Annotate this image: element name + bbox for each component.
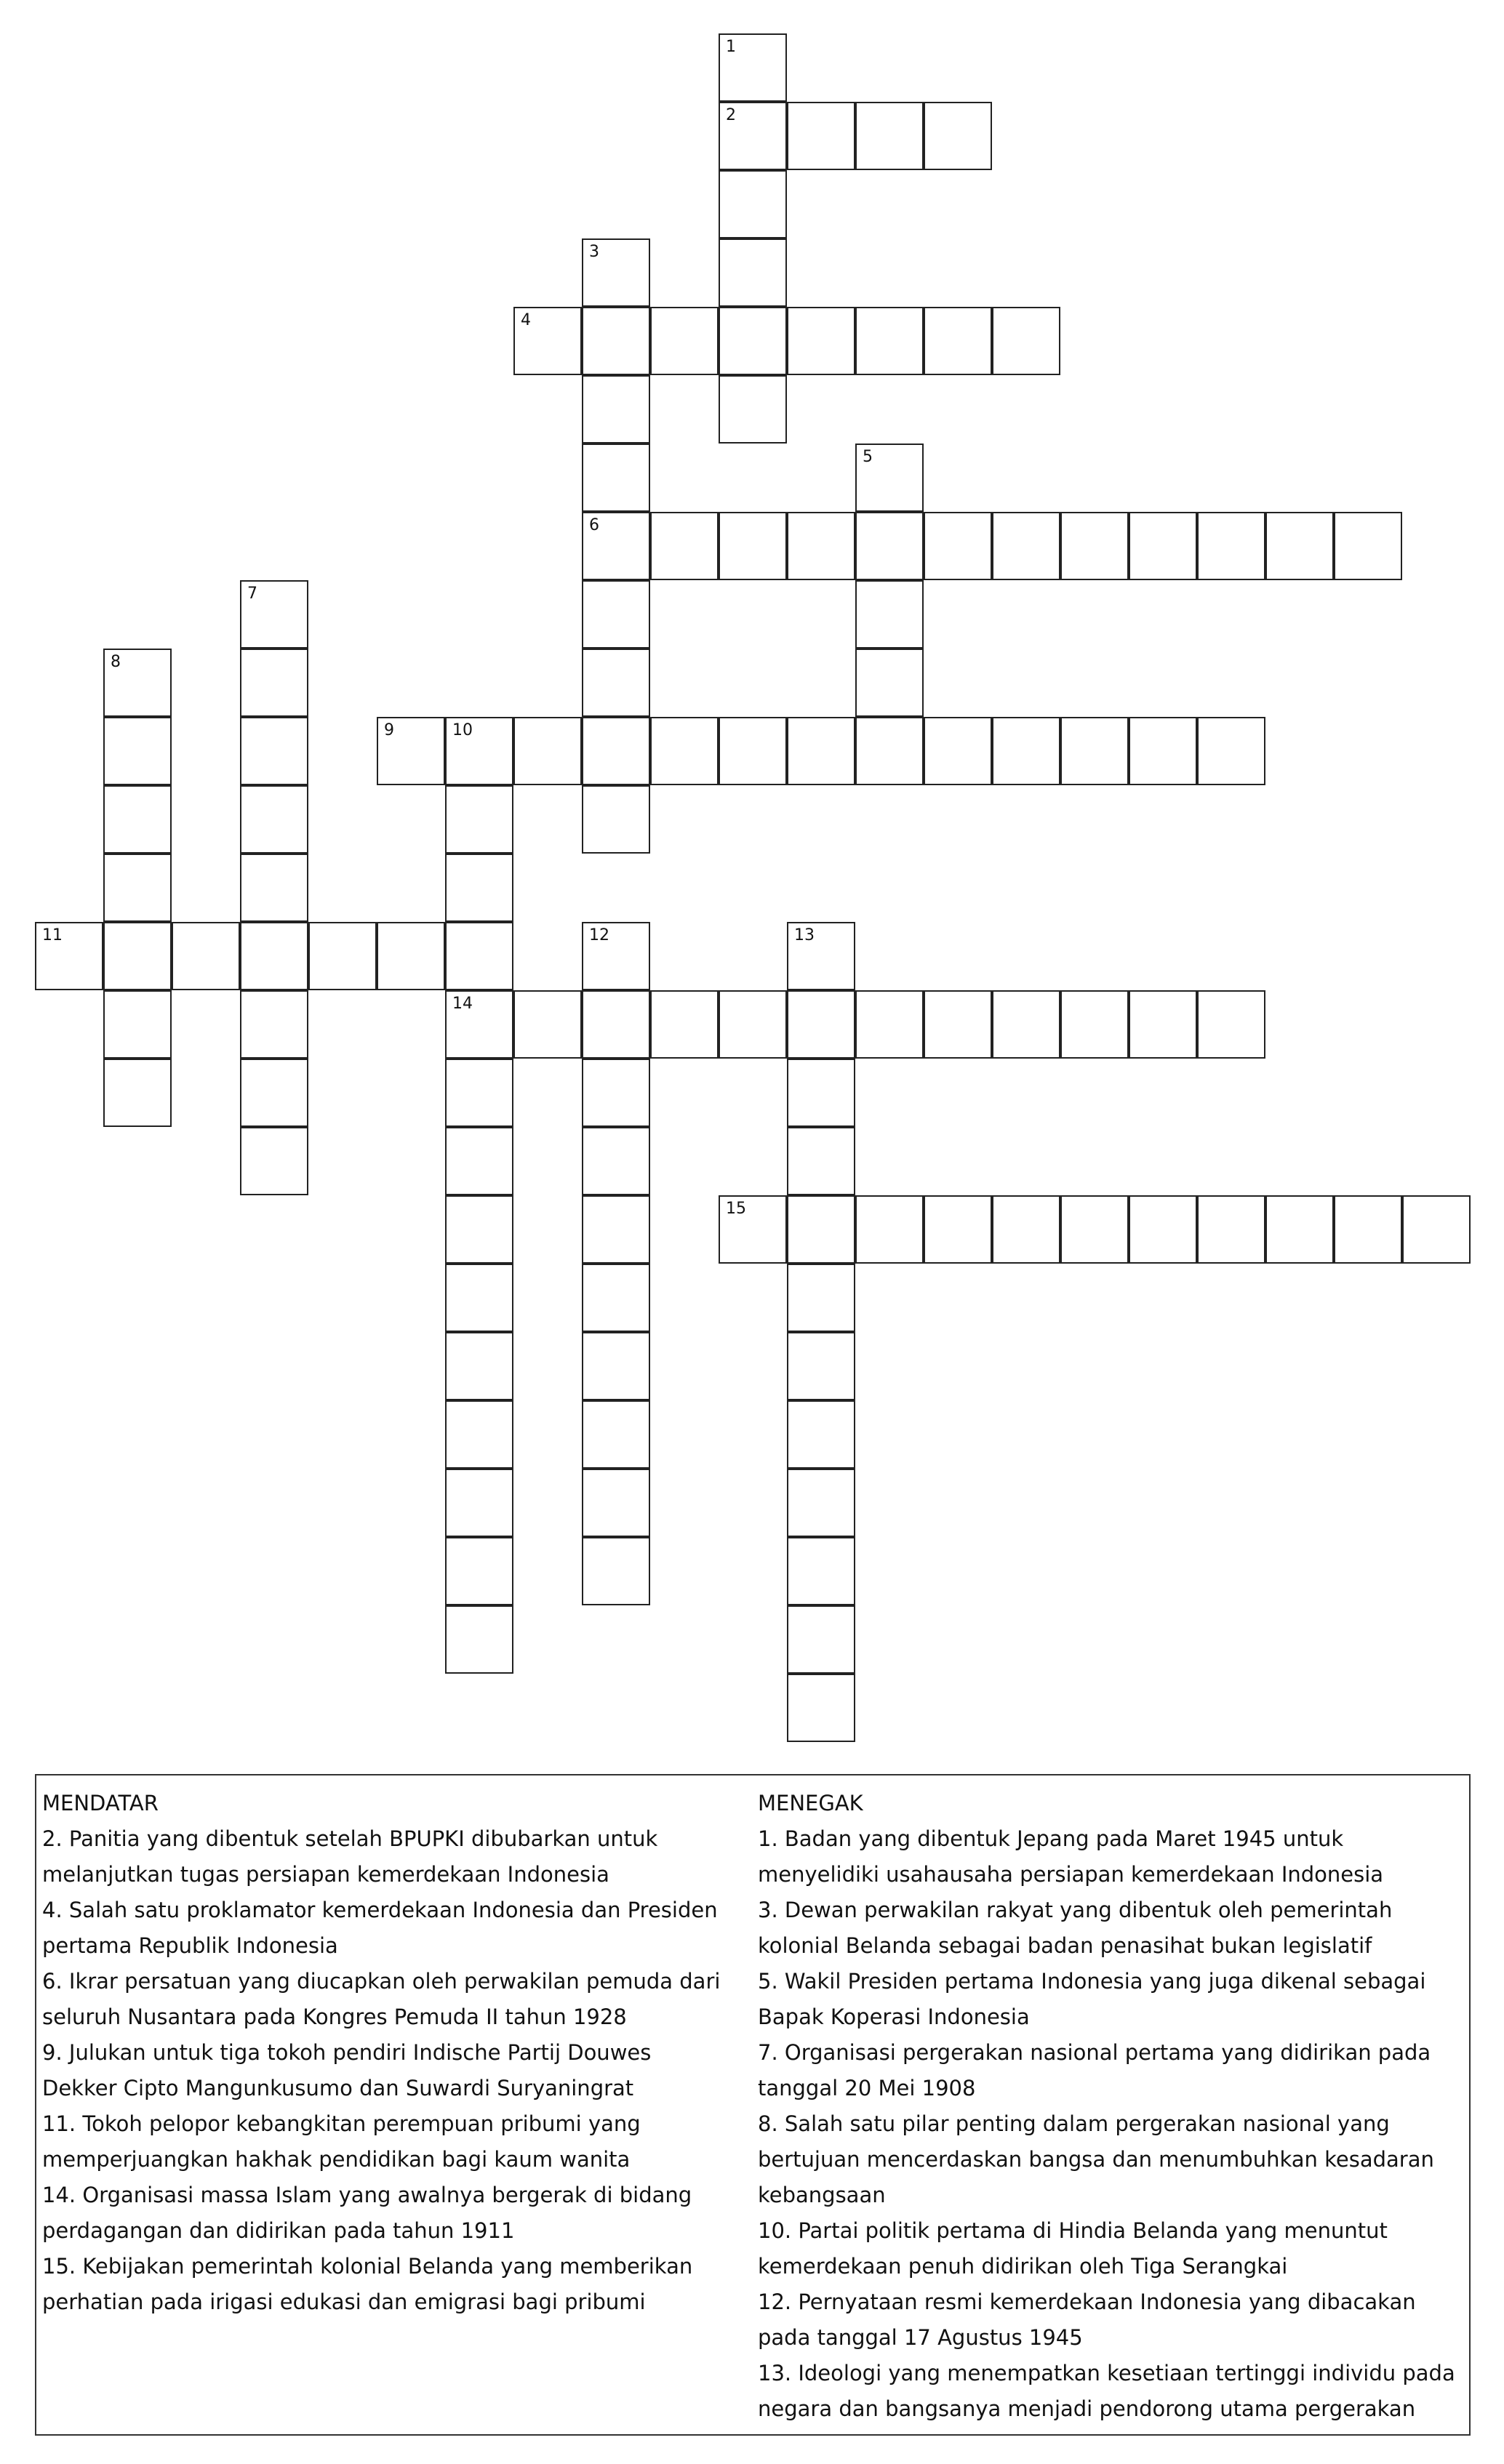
down-heading: MENEGAK bbox=[758, 1791, 863, 1815]
crossword-cell[interactable] bbox=[582, 1400, 650, 1469]
crossword-cell[interactable] bbox=[719, 990, 787, 1059]
clue-number: 5 bbox=[863, 448, 873, 466]
crossword-cell[interactable] bbox=[445, 785, 513, 854]
crossword-cell[interactable] bbox=[240, 990, 308, 1059]
down-clue-3: 3. Dewan perwakilan rakyat yang dibentuk oleh pemerintah kolonial Belanda sebagai badan penasihat bukan legislatif bbox=[758, 1898, 1393, 1958]
crossword-cell[interactable] bbox=[445, 1332, 513, 1400]
crossword-cell[interactable] bbox=[1197, 1195, 1265, 1264]
crossword-cell[interactable] bbox=[787, 717, 855, 785]
crossword-cell[interactable] bbox=[240, 649, 308, 717]
clue-number: 14 bbox=[452, 995, 473, 1013]
across-clue-2: 2. Panitia yang dibentuk setelah BPUPKI dibubarkan untuk melanjutkan tugas persiapan kemerdekaan Indonesia bbox=[42, 1826, 658, 1887]
crossword-cell[interactable] bbox=[103, 785, 172, 854]
crossword-cell[interactable] bbox=[582, 444, 650, 512]
across-heading: MENDATAR bbox=[42, 1791, 159, 1815]
crossword-cell[interactable] bbox=[787, 1059, 855, 1127]
down-clue-13: 13. Ideologi yang menempatkan kesetiaan tertinggi individu pada negara dan bangsanya menjadi pendorong utama pergerakan bbox=[758, 2361, 1455, 2421]
crossword-cell[interactable] bbox=[992, 990, 1060, 1059]
crossword-cell[interactable] bbox=[103, 990, 172, 1059]
crossword-cell[interactable] bbox=[582, 922, 650, 990]
crossword-cell[interactable] bbox=[1265, 1195, 1334, 1264]
crossword-cell[interactable] bbox=[240, 785, 308, 854]
across-clue-4: 4. Salah satu proklamator kemerdekaan Indonesia dan Presiden pertama Republik Indonesia bbox=[42, 1898, 718, 1958]
crossword-cell[interactable] bbox=[1197, 512, 1265, 580]
clue-number: 8 bbox=[111, 653, 121, 671]
crossword-cell[interactable] bbox=[719, 170, 787, 238]
crossword-cell[interactable] bbox=[650, 717, 719, 785]
clue-number: 9 bbox=[384, 721, 394, 739]
crossword-cell[interactable] bbox=[855, 307, 924, 375]
crossword-cell[interactable] bbox=[855, 649, 924, 717]
crossword-cell[interactable] bbox=[787, 1195, 855, 1264]
crossword-cell[interactable] bbox=[582, 1332, 650, 1400]
crossword-cell[interactable] bbox=[445, 1469, 513, 1537]
crossword-cell[interactable] bbox=[719, 1195, 787, 1264]
crossword-cell[interactable] bbox=[924, 102, 992, 170]
clue-number: 10 bbox=[452, 721, 473, 739]
crossword-cell[interactable] bbox=[445, 1264, 513, 1332]
crossword-cell[interactable] bbox=[787, 990, 855, 1059]
crossword-cell[interactable] bbox=[787, 1605, 855, 1674]
crossword-cell[interactable] bbox=[172, 922, 240, 990]
crossword-cell[interactable] bbox=[1197, 990, 1265, 1059]
across-clue-11: 11. Tokoh pelopor kebangkitan perempuan pribumi yang memperjuangkan hakhak pendidikan bagi kaum wanita bbox=[42, 2111, 641, 2172]
crossword-cell[interactable] bbox=[582, 307, 650, 375]
crossword-cell[interactable] bbox=[582, 1195, 650, 1264]
crossword-cell[interactable] bbox=[719, 375, 787, 444]
crossword-cell[interactable] bbox=[855, 717, 924, 785]
crossword-cell[interactable] bbox=[377, 922, 445, 990]
crossword-cell[interactable] bbox=[240, 1127, 308, 1195]
crossword-cell[interactable] bbox=[787, 512, 855, 580]
down-clue-7: 7. Organisasi pergerakan nasional pertama yang didirikan pada tanggal 20 Mei 1908 bbox=[758, 2040, 1431, 2100]
down-clue-12: 12. Pernyataan resmi kemerdekaan Indonesia yang dibacakan pada tanggal 17 Agustus 1945 bbox=[758, 2290, 1416, 2350]
crossword-cell[interactable] bbox=[103, 649, 172, 717]
down-clue-10: 10. Partai politik pertama di Hindia Belanda yang menuntut kemerdekaan penuh didirikan oleh Tiga Serangkai bbox=[758, 2218, 1388, 2279]
crossword-cell[interactable] bbox=[650, 990, 719, 1059]
crossword-cell[interactable] bbox=[582, 580, 650, 649]
crossword-cell[interactable] bbox=[787, 1264, 855, 1332]
crossword-cell[interactable] bbox=[924, 717, 992, 785]
crossword-cell[interactable] bbox=[924, 1195, 992, 1264]
crossword-cell[interactable] bbox=[1060, 1195, 1129, 1264]
crossword-cell[interactable] bbox=[103, 922, 172, 990]
crossword-cell[interactable] bbox=[582, 1537, 650, 1605]
clue-number: 6 bbox=[589, 516, 599, 534]
crossword-cell[interactable] bbox=[855, 512, 924, 580]
crossword-cell[interactable] bbox=[445, 990, 513, 1059]
crossword-cell[interactable] bbox=[992, 512, 1060, 580]
crossword-cell[interactable] bbox=[582, 1127, 650, 1195]
crossword-cell[interactable] bbox=[240, 922, 308, 990]
crossword-cell[interactable] bbox=[1129, 717, 1197, 785]
crossword-cell[interactable] bbox=[1129, 990, 1197, 1059]
crossword-cell[interactable] bbox=[1334, 512, 1402, 580]
crossword-cell[interactable] bbox=[787, 1400, 855, 1469]
clue-number: 15 bbox=[726, 1200, 746, 1218]
crossword-cell[interactable] bbox=[445, 1195, 513, 1264]
crossword-cell[interactable] bbox=[924, 512, 992, 580]
across-clue-14: 14. Organisasi massa Islam yang awalnya bergerak di bidang perdagangan dan didirikan pada tahun 1911 bbox=[42, 2183, 692, 2243]
crossword-cell[interactable] bbox=[240, 580, 308, 649]
crossword-cell[interactable] bbox=[1129, 512, 1197, 580]
crossword-cell[interactable] bbox=[582, 1264, 650, 1332]
crossword-cell[interactable] bbox=[992, 717, 1060, 785]
crossword-cell[interactable] bbox=[787, 1332, 855, 1400]
crossword-cell[interactable] bbox=[240, 854, 308, 922]
crossword-cell[interactable] bbox=[1402, 1195, 1471, 1264]
crossword-cell[interactable] bbox=[1197, 717, 1265, 785]
clue-number: 11 bbox=[42, 926, 63, 944]
crossword-cell[interactable] bbox=[787, 1469, 855, 1537]
across-clues bbox=[42, 1786, 726, 2320]
crossword-cell[interactable] bbox=[582, 1059, 650, 1127]
across-clue-9: 9. Julukan untuk tiga tokoh pendiri Indische Partij Douwes Dekker Cipto Mangunkusumo dan Suwardi Suryaningrat bbox=[42, 2040, 652, 2100]
crossword-cell[interactable] bbox=[308, 922, 377, 990]
crossword-cell[interactable] bbox=[582, 785, 650, 854]
crossword-cell[interactable] bbox=[787, 922, 855, 990]
crossword-cell[interactable] bbox=[855, 990, 924, 1059]
down-clue-8: 8. Salah satu pilar penting dalam pergerakan nasional yang bertujuan mencerdaskan bangsa dan menumbuhkan kesadaran kebangsaan bbox=[758, 2111, 1434, 2207]
crossword-cell[interactable] bbox=[719, 102, 787, 170]
crossword-cell[interactable] bbox=[924, 307, 992, 375]
across-clue-6: 6. Ikrar persatuan yang diucapkan oleh perwakilan pemuda dari seluruh Nusantara pada Kongres Pemuda II tahun 1928 bbox=[42, 1969, 721, 2029]
crossword-cell[interactable] bbox=[855, 580, 924, 649]
crossword-cell[interactable] bbox=[787, 1127, 855, 1195]
crossword-cell[interactable] bbox=[1334, 1195, 1402, 1264]
crossword-cell[interactable] bbox=[582, 238, 650, 307]
crossword-cell[interactable] bbox=[719, 512, 787, 580]
crossword-cell[interactable] bbox=[103, 717, 172, 785]
crossword-cell[interactable] bbox=[650, 307, 719, 375]
crossword-cell[interactable] bbox=[719, 33, 787, 102]
crossword-cell[interactable] bbox=[1265, 512, 1334, 580]
crossword-cell[interactable] bbox=[445, 854, 513, 922]
crossword-cell[interactable] bbox=[719, 717, 787, 785]
crossword-cell[interactable] bbox=[513, 307, 582, 375]
crossword-cell[interactable] bbox=[513, 990, 582, 1059]
crossword-cell[interactable] bbox=[582, 375, 650, 444]
crossword-cell[interactable] bbox=[719, 307, 787, 375]
crossword-cell[interactable] bbox=[1060, 717, 1129, 785]
crossword-cell[interactable] bbox=[855, 102, 924, 170]
crossword-cell[interactable] bbox=[650, 512, 719, 580]
crossword-cell[interactable] bbox=[103, 1059, 172, 1127]
crossword-cell[interactable] bbox=[1060, 990, 1129, 1059]
clue-number: 1 bbox=[726, 38, 736, 56]
crossword-cell[interactable] bbox=[445, 1537, 513, 1605]
clue-number: 4 bbox=[521, 311, 531, 329]
crossword-cell[interactable] bbox=[787, 1674, 855, 1742]
crossword-cell[interactable] bbox=[582, 512, 650, 580]
crossword-cell[interactable] bbox=[240, 717, 308, 785]
clue-number: 7 bbox=[247, 585, 257, 603]
crossword-cell[interactable] bbox=[445, 1127, 513, 1195]
crossword-cell[interactable] bbox=[992, 307, 1060, 375]
crossword-cell[interactable] bbox=[103, 854, 172, 922]
across-clue-15: 15. Kebijakan pemerintah kolonial Belanda yang memberikan perhatian pada irigasi edukasi dan emigrasi bagi pribumi bbox=[42, 2254, 693, 2314]
crossword-cell[interactable] bbox=[445, 1605, 513, 1674]
down-clues bbox=[758, 1786, 1460, 2427]
clue-box bbox=[35, 1774, 1471, 2436]
crossword-cell[interactable] bbox=[719, 238, 787, 307]
crossword-cell[interactable] bbox=[240, 1059, 308, 1127]
crossword-cell[interactable] bbox=[582, 990, 650, 1059]
crossword-cell[interactable] bbox=[35, 922, 103, 990]
clue-number: 13 bbox=[794, 926, 815, 944]
crossword-cell[interactable] bbox=[855, 1195, 924, 1264]
crossword-cell[interactable] bbox=[992, 1195, 1060, 1264]
crossword-cell[interactable] bbox=[445, 717, 513, 785]
clue-number: 12 bbox=[589, 926, 609, 944]
crossword-cell[interactable] bbox=[1060, 512, 1129, 580]
crossword-cell[interactable] bbox=[1129, 1195, 1197, 1264]
crossword-cell[interactable] bbox=[787, 307, 855, 375]
down-clue-5: 5. Wakil Presiden pertama Indonesia yang juga dikenal sebagai Bapak Koperasi Indonesia bbox=[758, 1969, 1426, 2029]
crossword-cell[interactable] bbox=[582, 1469, 650, 1537]
clue-number: 2 bbox=[726, 106, 736, 124]
crossword-cell[interactable] bbox=[445, 1059, 513, 1127]
down-clue-1: 1. Badan yang dibentuk Jepang pada Maret 1945 untuk menyelidiki usahausaha persiapan kemerdekaan Indonesia bbox=[758, 1826, 1384, 1887]
crossword-cell[interactable] bbox=[377, 717, 445, 785]
crossword-cell[interactable] bbox=[787, 102, 855, 170]
crossword-cell[interactable] bbox=[513, 717, 582, 785]
clue-number: 3 bbox=[589, 243, 599, 261]
crossword-cell[interactable] bbox=[787, 1537, 855, 1605]
crossword-cell[interactable] bbox=[924, 990, 992, 1059]
crossword-cell[interactable] bbox=[582, 649, 650, 717]
crossword-cell[interactable] bbox=[582, 717, 650, 785]
crossword-cell[interactable] bbox=[445, 922, 513, 990]
crossword-cell[interactable] bbox=[855, 444, 924, 512]
crossword-cell[interactable] bbox=[445, 1400, 513, 1469]
